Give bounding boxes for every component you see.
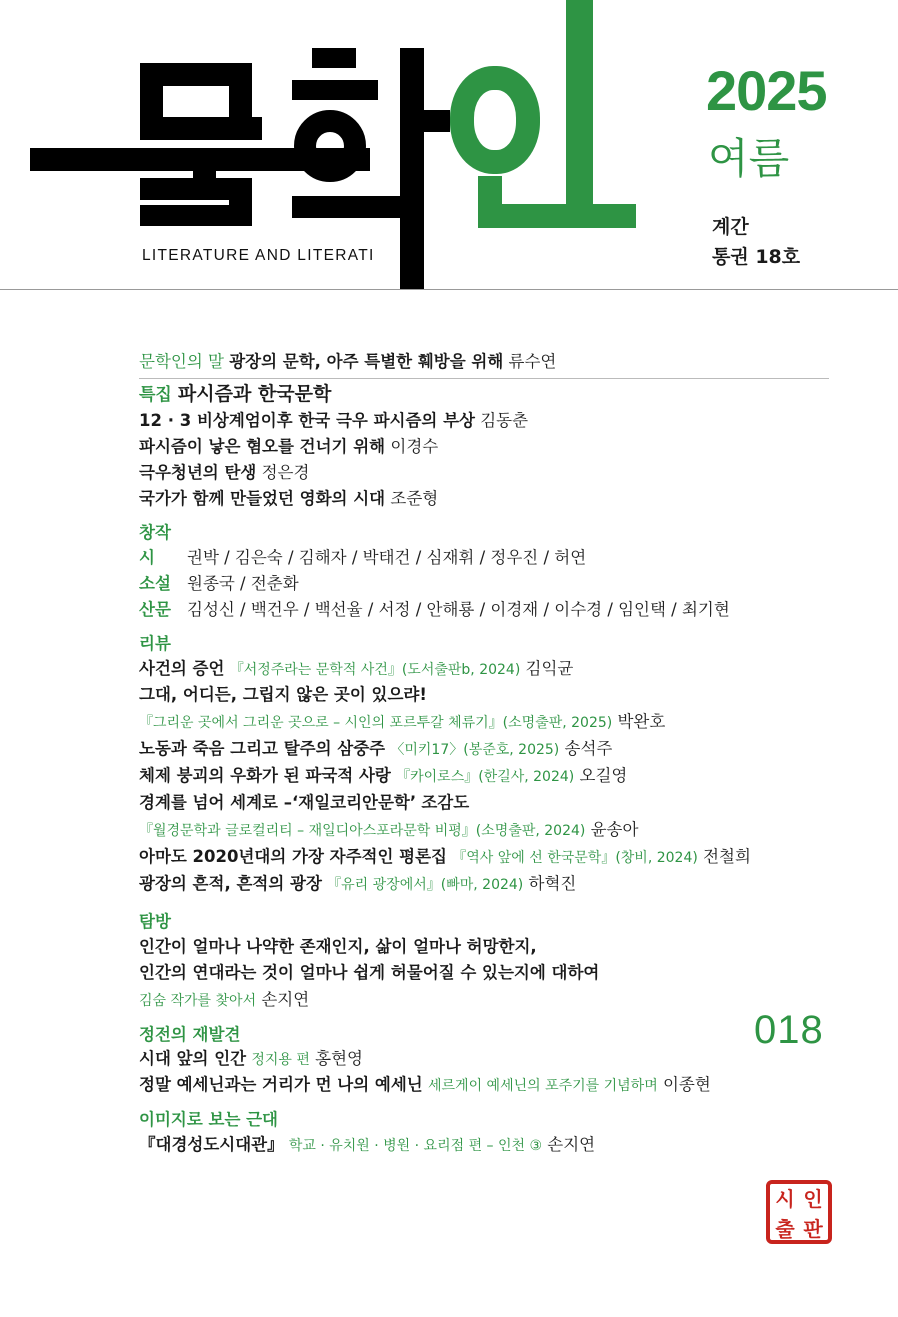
toc-item: [139, 711, 665, 734]
authors: 권박 / 김은숙 / 김해자 / 박태건 / 심재휘 / 정우진 / 허연: [187, 548, 587, 567]
article-title: 파시즘이 낳은 혐오를 건너기 위해: [139, 437, 386, 456]
author: 류수연: [508, 352, 557, 371]
author: 정은경: [261, 463, 310, 482]
author: 전철희: [703, 847, 751, 866]
article-title: 인간이 얼마나 나약한 존재인지, 삶이 얼마나 허망한지,: [139, 937, 537, 956]
toc-item: [139, 573, 299, 595]
divider: [139, 378, 829, 379]
genre-label: 산문: [139, 600, 171, 619]
toc-item: [139, 410, 528, 432]
subtitle-english: LITERATURE AND LITERATI: [142, 247, 375, 264]
section-heading-visit: 탐방: [139, 912, 171, 931]
toc-feature-heading: [139, 383, 331, 406]
toc-item: [139, 599, 730, 621]
book-reference: 〈미키17〉(봉준호, 2025): [390, 742, 560, 758]
issue-total: 통권 18호: [712, 246, 801, 268]
issue-year: 2025: [706, 59, 827, 122]
section-heading-classics: 정전의 재발견: [139, 1025, 241, 1044]
toc-item: [139, 846, 751, 869]
toc-item: [139, 1048, 363, 1071]
author: 손지연: [547, 1135, 596, 1154]
toc-item: [139, 792, 469, 814]
toc-item: [139, 738, 612, 761]
divider: [0, 289, 898, 290]
toc-item: [139, 819, 638, 842]
author: 박완호: [617, 712, 666, 731]
book-reference: 『그리운 곳에서 그리운 곳으로 – 시인의 포르투갈 체류기』(소명출판, 2025): [139, 715, 613, 731]
article-title: 시대 앞의 인간: [139, 1049, 247, 1068]
book-reference: 『역사 앞에 선 한국문학』(창비, 2024): [452, 850, 698, 866]
article-title: 사건의 증언: [139, 659, 225, 678]
toc-item: [139, 658, 573, 681]
issue-number: 018: [754, 1008, 824, 1052]
toc-item: [139, 488, 438, 510]
article-title: 광장의 흔적, 흔적의 광장: [139, 874, 322, 893]
article-title: 국가가 함께 만들었던 영화의 시대: [139, 489, 386, 508]
author: 하혁진: [528, 874, 577, 893]
book-reference: 『서정주라는 문학적 사건』(도서출판b, 2024): [229, 662, 521, 678]
authors: 원종국 / 전춘화: [187, 574, 299, 593]
author: 김익균: [525, 659, 574, 678]
article-title: 정말 예세닌과는 거리가 먼 나의 예세닌: [139, 1075, 423, 1094]
subtitle: 학교 · 유치원 · 병원 · 요리점 편 – 인천 ③: [288, 1138, 543, 1154]
section-heading-image: 이미지로 보는 근대: [139, 1110, 279, 1129]
book-reference: 『월경문학과 글로컬리티 – 재일디아스포라문학 비평』(소명출판, 2024): [139, 823, 586, 839]
toc-item: [139, 684, 427, 706]
subtitle: 세르게이 예세닌의 포주기를 기념하며: [428, 1078, 658, 1094]
issue-season: 여름: [708, 134, 790, 183]
section-label: 문학인의 말: [139, 352, 224, 371]
genre-label: 소설: [139, 574, 171, 593]
toc-item: [139, 936, 537, 958]
article-title: 체제 붕괴의 우화가 된 파국적 사랑: [139, 766, 391, 785]
article-title: 『대경성도시대관』: [139, 1135, 284, 1154]
section-heading-review: 리뷰: [139, 634, 171, 653]
article-title: 경계를 넘어 세계로 –‘재일코리안문학’: [139, 793, 417, 812]
genre-label: 시: [139, 548, 155, 567]
toc-item: [139, 989, 309, 1012]
article-title: 12 · 3 비상계엄이후 한국 극우 파시즘의 부상: [139, 411, 475, 430]
subtitle: 정지용 편: [251, 1052, 310, 1068]
toc-item: [139, 436, 438, 458]
author: 송석주: [564, 739, 613, 758]
author: 손지연: [261, 990, 310, 1009]
toc-item: [139, 765, 627, 788]
article-title: 노동과 죽음 그리고 탈주의 삼중주: [139, 739, 386, 758]
publication-type: 계간: [712, 216, 749, 238]
subtitle: 김숨 작가를 찾아서: [139, 993, 257, 1009]
author: 윤송아: [590, 820, 639, 839]
feature-title: 파시즘과 한국문학: [177, 383, 332, 405]
publisher-seal-logo: 시 인 출 판: [766, 1180, 832, 1244]
article-title: 극우청년의 탄생: [139, 463, 257, 482]
toc-preface: [139, 351, 556, 373]
toc-item: [139, 462, 309, 484]
article-title: 아마도 2020년대의 가장 자주적인 평론집: [139, 847, 447, 866]
section-label: 특집: [139, 385, 172, 405]
author: 이경수: [390, 437, 439, 456]
toc-item: [139, 873, 576, 896]
authors: 김성신 / 백건우 / 백선율 / 서정 / 안해룡 / 이경재 / 이수경 / 임인택 / 최기현: [187, 600, 730, 619]
article-title: 인간의 연대라는 것이 얼마나 쉽게 허물어질 수 있는지에 대하여: [139, 963, 600, 982]
toc-item: [139, 547, 586, 569]
author: 오길영: [579, 766, 628, 785]
author: 조감도: [421, 793, 470, 812]
author: 홍현영: [315, 1049, 363, 1068]
author: 이종현: [662, 1075, 711, 1094]
toc-item: [139, 1074, 711, 1097]
author: 조준형: [390, 489, 439, 508]
toc-item: [139, 962, 599, 984]
section-heading-creation: 창작: [139, 523, 171, 542]
book-reference: 『카이로스』(한길사, 2024): [396, 769, 575, 785]
article-title: 광장의 문학, 아주 특별한 훼방을 위해: [229, 352, 504, 371]
toc-item: [139, 1134, 595, 1157]
author: 김동춘: [480, 411, 529, 430]
book-reference: 『유리 광장에서』(빠마, 2024): [327, 877, 524, 893]
article-title: 그대, 어디든, 그립지 않은 곳이 있으랴!: [139, 685, 427, 704]
